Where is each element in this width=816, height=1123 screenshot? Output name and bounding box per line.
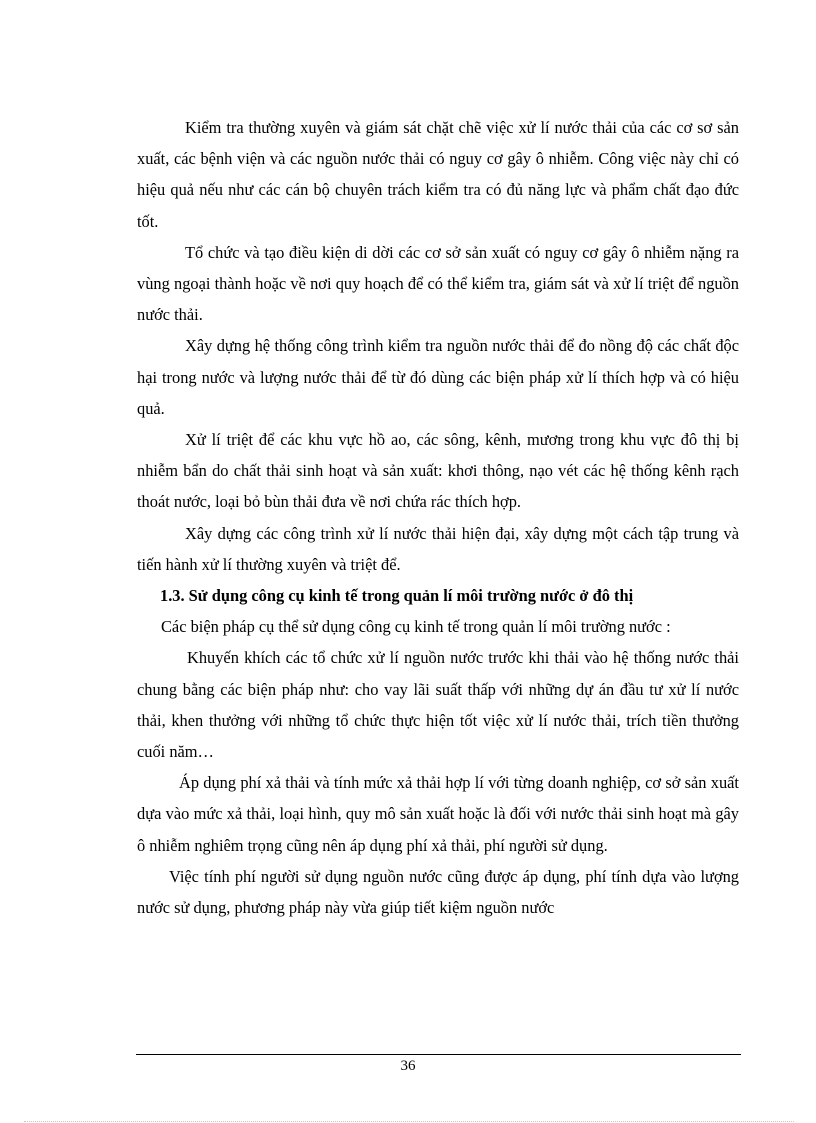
document-body [137,112,739,923]
paragraph-incentives: Khuyến khích các tổ chức xử lí nguồn nước trước khi thải vào hệ thống nước thải chung bằng các biện pháp như: cho vay lãi suất thấp với những dự án đầu tư xử lí nước thải, khen thưởng với những tổ chức thực hiện tốt việc xử lí nước thải, trích tiền thưởng cuối năm… [137,648,739,762]
paragraph-relocation: Tổ chức và tạo điều kiện di dời các cơ sở sản xuất có nguy cơ gây ô nhiễm nặng ra vùng ngoại thành hoặc về nơi quy hoạch để có thể kiểm tra, giám sát và xử lí triệt để nguồn nước thải. [137,242,739,325]
paragraph-modern-facilities: Xây dựng các công trình xử lí nước thải hiện đại, xây dựng một cách tập trung và tiến hành xử lí thường xuyên và triệt để. [137,523,739,574]
paragraph-monitoring-system: Xây dựng hệ thống công trình kiểm tra nguồn nước thải để đo nồng độ các chất độc hại trong nước và lượng nước thải để từ đó dùng các biện pháp xử lí thích hợp và có hiệu quả. [137,336,739,418]
paragraph-measures-intro: Các biện pháp cụ thể sử dụng công cụ kinh tế trong quản lí môi trường nước : [161,617,671,637]
paragraph-user-fees: Việc tính phí người sử dụng nguồn nước cũng được áp dụng, phí tính dựa vào lượng nước sử dụng, phương pháp này vừa giúp tiết kiệm nguồn nước [137,866,739,918]
section-heading: 1.3. Sử dụng công cụ kinh tế trong quản lí môi trường nước ở đô thị [160,586,634,606]
paragraph-inspection: Kiểm tra thường xuyên và giám sát chặt chẽ việc xử lí nước thải của các cơ sơ sản xuất, các bệnh viện và các nguồn nước thải có nguy cơ gây ô nhiễm. Công việc này chỉ có hiệu quả nếu như các cán bộ chuyên trách kiểm tra có đủ năng lực và phẩm chất đạo đức tốt. [137,118,739,231]
paragraph-treatment-areas: Xử lí triệt để các khu vực hồ ao, các sông, kênh, mương trong khu vực đô thị bị nhiễm bẩn do chất thải sinh hoạt và sản xuất: khơi thông, nạo vét các hệ thống kênh rạch thoát nước, loại bỏ bùn thải đưa về nơi chứa rác thích hợp. [137,430,739,512]
footer-divider [136,1054,741,1055]
paragraph-discharge-fees: Áp dụng phí xả thải và tính mức xả thải hợp lí với từng doanh nghiệp, cơ sở sản xuất dựa vào mức xả thải, loại hình, quy mô sản xuất hoặc là đối với nước thải sinh hoạt mà gây ô nhiễm nghiêm trọng cũng nên áp dụng phí xả thải, phí người sử dụng. [137,773,739,855]
page-number: 36 [400,1058,416,1074]
page-bottom-edge [24,1121,794,1122]
